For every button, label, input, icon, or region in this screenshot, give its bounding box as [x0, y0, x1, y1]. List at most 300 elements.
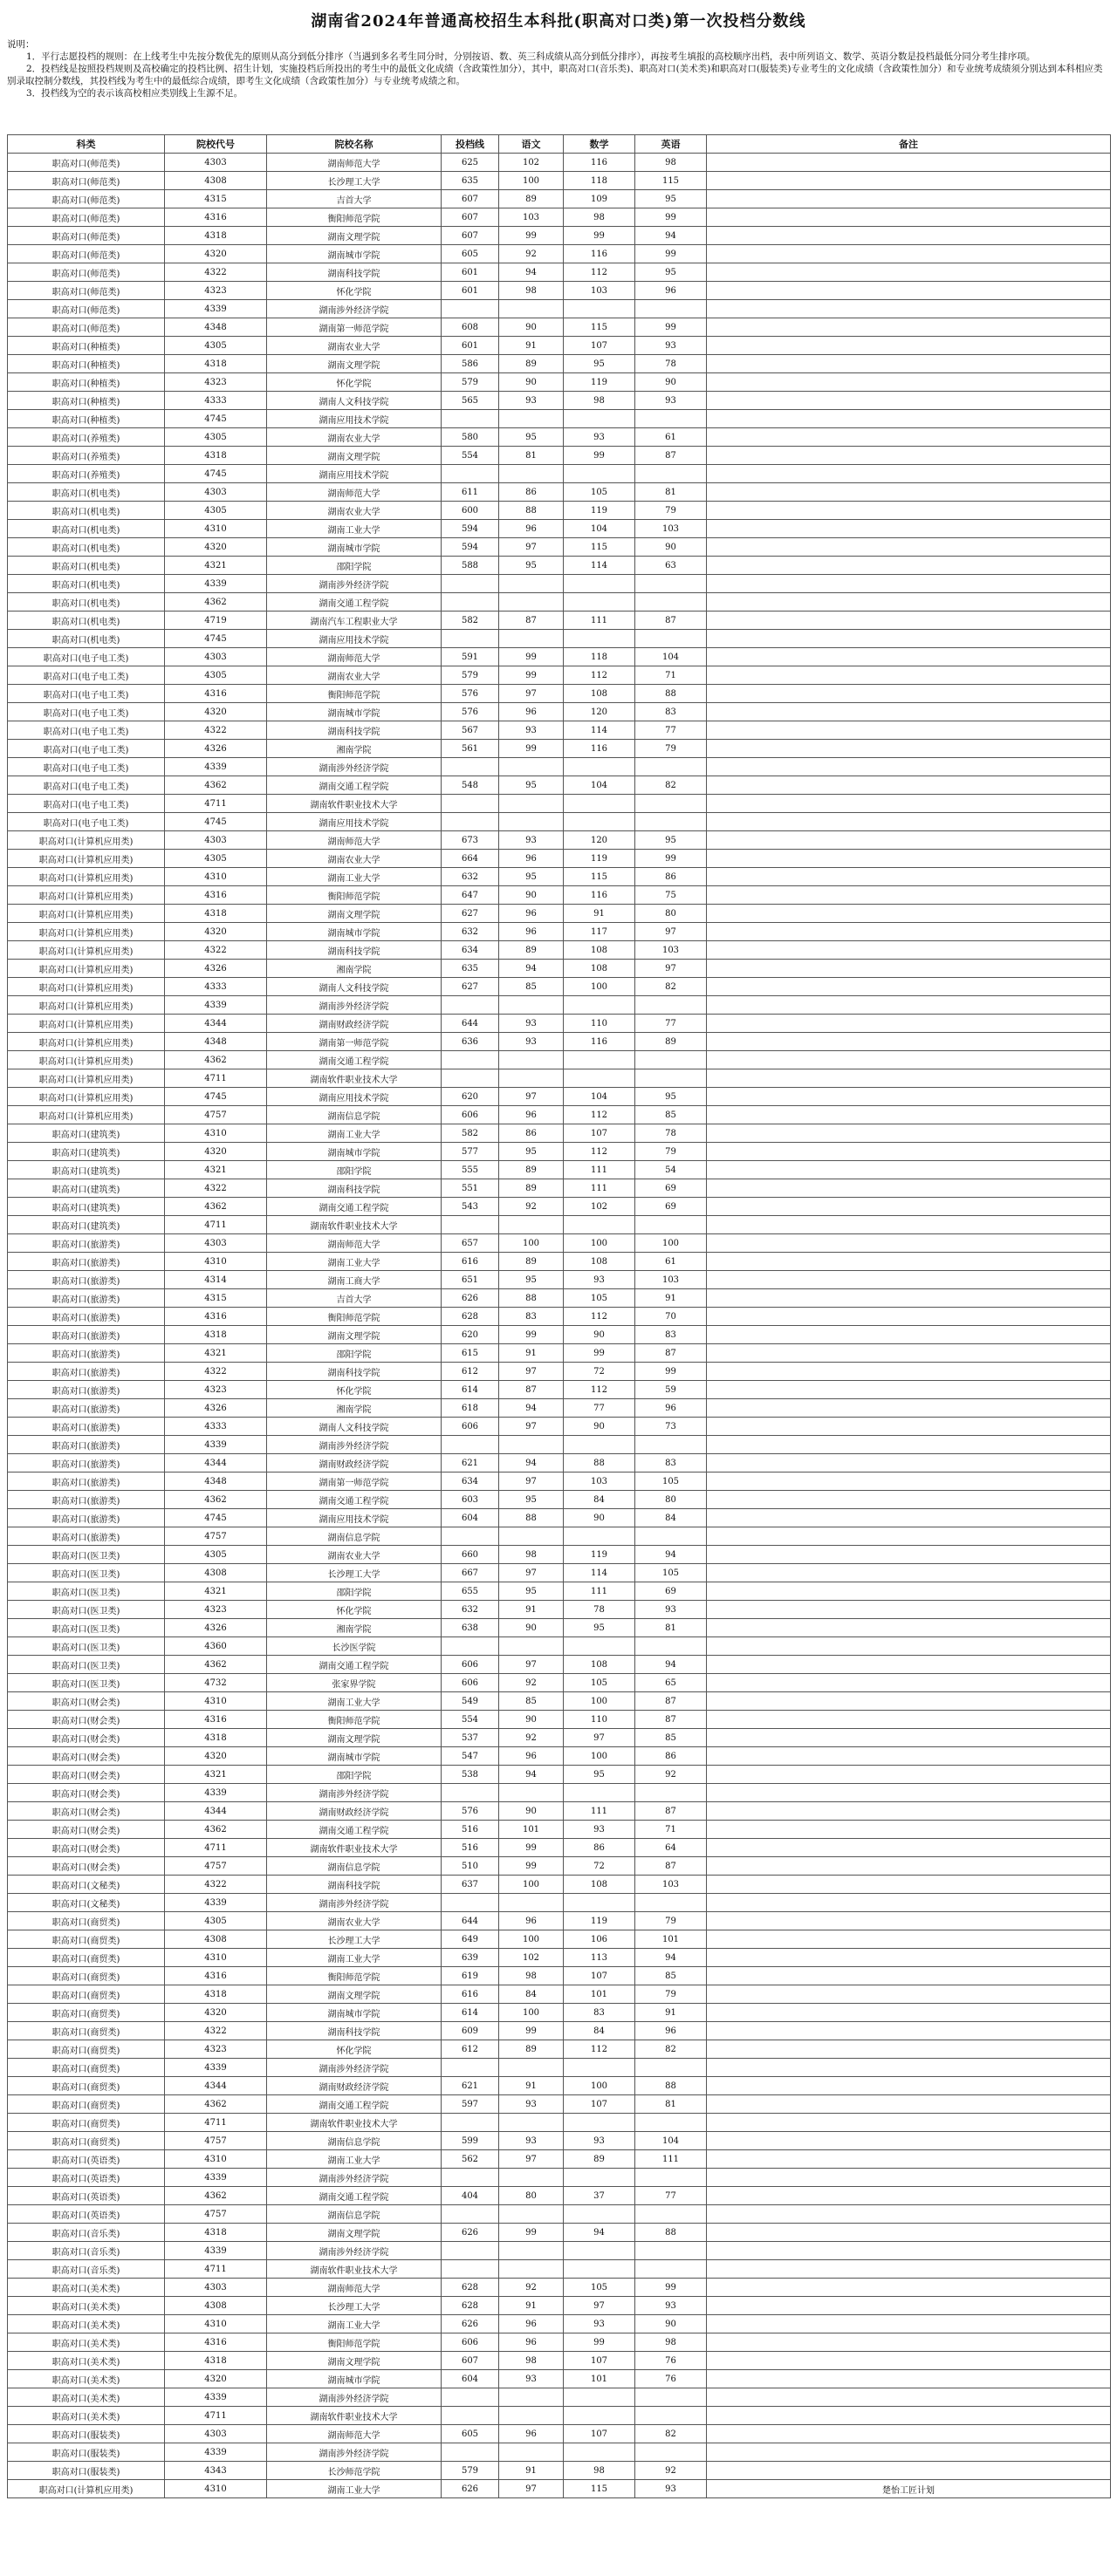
table-row [8, 355, 1111, 373]
english-cell: 59 [635, 1381, 707, 1399]
table-row [8, 941, 1111, 960]
school-code-cell: 4362 [165, 776, 267, 795]
english-cell: 95 [635, 263, 707, 282]
cutoff-cell [442, 996, 499, 1015]
math-cell: 116 [564, 740, 635, 758]
english-cell: 91 [635, 1289, 707, 1308]
chinese-cell: 99 [499, 1857, 564, 1876]
english-cell: 99 [635, 1363, 707, 1381]
school-code-cell: 4320 [165, 2370, 267, 2388]
school-code-cell: 4310 [165, 2315, 267, 2333]
remarks-cell [707, 2040, 1111, 2059]
cutoff-cell: 562 [442, 2150, 499, 2169]
cutoff-cell [442, 2260, 499, 2279]
remarks-cell [707, 1289, 1111, 1308]
school-name-cell: 湖南人文科技学院 [267, 1418, 442, 1436]
chinese-cell [499, 996, 564, 1015]
english-cell [635, 2205, 707, 2224]
school-code-cell: 4757 [165, 1106, 267, 1124]
category-cell: 职高对口(建筑类) [8, 1198, 165, 1216]
remarks-cell [707, 1527, 1111, 1546]
english-cell: 94 [635, 1656, 707, 1674]
school-code-cell: 4320 [165, 1747, 267, 1766]
table-row [8, 154, 1111, 172]
school-code-cell: 4323 [165, 373, 267, 392]
school-name-cell: 邵阳学院 [267, 1344, 442, 1363]
remarks-cell [707, 2260, 1111, 2279]
school-code-cell: 4745 [165, 1088, 267, 1106]
english-cell [635, 593, 707, 612]
table-row [8, 721, 1111, 740]
chinese-cell: 96 [499, 923, 564, 941]
math-cell: 99 [564, 2333, 635, 2352]
school-code-cell: 4323 [165, 2040, 267, 2059]
remarks-cell [707, 2279, 1111, 2297]
chinese-cell: 89 [499, 941, 564, 960]
math-cell: 112 [564, 263, 635, 282]
math-cell: 106 [564, 1930, 635, 1949]
table-row [8, 1234, 1111, 1253]
school-code-cell: 4711 [165, 1069, 267, 1088]
chinese-cell [499, 758, 564, 776]
english-cell [635, 1894, 707, 1912]
english-cell: 54 [635, 1161, 707, 1179]
remarks-cell [707, 1912, 1111, 1930]
math-cell: 112 [564, 1308, 635, 1326]
school-name-cell: 怀化学院 [267, 2040, 442, 2059]
english-cell: 77 [635, 1015, 707, 1033]
math-cell: 90 [564, 1509, 635, 1527]
english-cell [635, 300, 707, 318]
category-cell: 职高对口(商贸类) [8, 2114, 165, 2132]
school-code-cell: 4757 [165, 1857, 267, 1876]
chinese-cell: 90 [499, 1802, 564, 1821]
table-row [8, 2132, 1111, 2150]
score-table [7, 134, 1111, 2498]
school-name-cell: 衡阳师范学院 [267, 685, 442, 703]
table-row [8, 1363, 1111, 1381]
remarks-cell [707, 373, 1111, 392]
chinese-cell: 93 [499, 831, 564, 850]
category-cell: 职高对口(机电类) [8, 520, 165, 538]
math-cell [564, 2388, 635, 2407]
cutoff-cell: 621 [442, 1454, 499, 1472]
category-cell: 职高对口(师范类) [8, 300, 165, 318]
category-cell: 职高对口(旅游类) [8, 1363, 165, 1381]
remarks-cell [707, 1546, 1111, 1564]
remarks-cell [707, 263, 1111, 282]
school-name-cell: 湖南交通工程学院 [267, 593, 442, 612]
english-cell: 104 [635, 2132, 707, 2150]
math-cell: 108 [564, 1656, 635, 1674]
school-code-cell: 4318 [165, 227, 267, 245]
category-cell: 职高对口(种植类) [8, 410, 165, 428]
math-cell: 102 [564, 1198, 635, 1216]
english-cell: 99 [635, 208, 707, 227]
math-cell: 83 [564, 2004, 635, 2022]
english-cell: 98 [635, 154, 707, 172]
category-cell: 职高对口(医卫类) [8, 1637, 165, 1656]
school-name-cell: 衡阳师范学院 [267, 1308, 442, 1326]
category-cell: 职高对口(机电类) [8, 538, 165, 557]
chinese-cell: 97 [499, 685, 564, 703]
school-code-cell: 4348 [165, 1033, 267, 1051]
chinese-cell [499, 1527, 564, 1546]
school-code-cell: 4757 [165, 2132, 267, 2150]
category-cell: 职高对口(种植类) [8, 373, 165, 392]
school-name-cell: 湖南交通工程学院 [267, 1656, 442, 1674]
category-cell: 职高对口(机电类) [8, 502, 165, 520]
table-row [8, 1326, 1111, 1344]
category-cell: 职高对口(美术类) [8, 2388, 165, 2407]
cutoff-cell: 635 [442, 960, 499, 978]
chinese-cell [499, 2388, 564, 2407]
cutoff-cell [442, 758, 499, 776]
english-cell: 103 [635, 520, 707, 538]
remarks-cell [707, 300, 1111, 318]
math-cell: 107 [564, 1967, 635, 1985]
table-row [8, 1527, 1111, 1546]
english-cell: 83 [635, 1326, 707, 1344]
school-code-cell: 4326 [165, 740, 267, 758]
table-row [8, 2333, 1111, 2352]
school-code-cell: 4318 [165, 1985, 267, 2004]
category-cell: 职高对口(财会类) [8, 1802, 165, 1821]
school-name-cell: 衡阳师范学院 [267, 2333, 442, 2352]
cutoff-cell: 554 [442, 1711, 499, 1729]
school-code-cell: 4339 [165, 300, 267, 318]
chinese-cell: 94 [499, 960, 564, 978]
school-code-cell: 4323 [165, 1381, 267, 1399]
school-code-cell: 4343 [165, 2462, 267, 2480]
school-name-cell: 湖南应用技术学院 [267, 465, 442, 483]
category-cell: 职高对口(养殖类) [8, 465, 165, 483]
english-cell: 85 [635, 1729, 707, 1747]
chinese-cell: 86 [499, 483, 564, 502]
chinese-cell [499, 1894, 564, 1912]
english-cell: 99 [635, 318, 707, 337]
school-name-cell: 湖南交通工程学院 [267, 1821, 442, 1839]
cutoff-cell: 627 [442, 978, 499, 996]
school-name-cell: 吉首大学 [267, 1289, 442, 1308]
english-cell: 64 [635, 1839, 707, 1857]
school-code-cell: 4305 [165, 850, 267, 868]
school-name-cell: 湖南城市学院 [267, 1747, 442, 1766]
school-name-cell: 湖南软件职业技术大学 [267, 1216, 442, 1234]
school-name-cell: 湖南文理学院 [267, 227, 442, 245]
table-row [8, 538, 1111, 557]
chinese-cell: 92 [499, 2279, 564, 2297]
cutoff-cell: 605 [442, 2425, 499, 2443]
school-name-cell: 湖南城市学院 [267, 245, 442, 263]
table-row [8, 1418, 1111, 1436]
category-cell: 职高对口(建筑类) [8, 1143, 165, 1161]
note-item: 1．平行志愿投档的规则：在上线考生中先按分数优先的原则从高分到低分排序（当遇到多名考生同分时，分别按语、数、英三科成绩从高分到低分排序），再按考生填报的高校顺序出档，表中所列语文、数学、英语分数是投档最低分同分考生排序项。 [26, 51, 1036, 62]
cutoff-cell: 660 [442, 1546, 499, 1564]
chinese-cell: 95 [499, 776, 564, 795]
table-row [8, 2077, 1111, 2095]
category-cell: 职高对口(计算机应用类) [8, 1088, 165, 1106]
school-name-cell: 湖南信息学院 [267, 1527, 442, 1546]
chinese-cell: 87 [499, 612, 564, 630]
math-cell [564, 410, 635, 428]
remarks-cell [707, 1857, 1111, 1876]
chinese-cell: 92 [499, 245, 564, 263]
school-name-cell: 长沙师范学院 [267, 2462, 442, 2480]
cutoff-cell [442, 795, 499, 813]
category-cell: 职高对口(师范类) [8, 227, 165, 245]
category-cell: 职高对口(机电类) [8, 630, 165, 648]
english-cell: 99 [635, 850, 707, 868]
remarks-cell [707, 2150, 1111, 2169]
school-code-cell: 4315 [165, 190, 267, 208]
school-code-cell: 4333 [165, 392, 267, 410]
school-name-cell: 湘南学院 [267, 1399, 442, 1418]
cutoff-cell [442, 1784, 499, 1802]
table-row [8, 795, 1111, 813]
cutoff-cell: 627 [442, 905, 499, 923]
english-cell [635, 1436, 707, 1454]
cutoff-cell: 616 [442, 1985, 499, 2004]
school-code-cell: 4757 [165, 2205, 267, 2224]
category-cell: 职高对口(旅游类) [8, 1418, 165, 1436]
english-cell: 94 [635, 227, 707, 245]
chinese-cell [499, 410, 564, 428]
school-name-cell: 湖南城市学院 [267, 2004, 442, 2022]
english-cell: 89 [635, 1033, 707, 1051]
chinese-cell: 95 [499, 1271, 564, 1289]
math-cell [564, 2407, 635, 2425]
chinese-cell: 88 [499, 1509, 564, 1527]
chinese-cell: 98 [499, 1967, 564, 1985]
english-cell: 86 [635, 1747, 707, 1766]
category-cell: 职高对口(师范类) [8, 245, 165, 263]
school-name-cell: 长沙医学院 [267, 1637, 442, 1656]
table-row [8, 2022, 1111, 2040]
cutoff-cell [442, 2205, 499, 2224]
chinese-cell: 101 [499, 1821, 564, 1839]
school-code-cell: 4362 [165, 2187, 267, 2205]
english-cell: 77 [635, 721, 707, 740]
table-row [8, 1308, 1111, 1326]
school-name-cell: 湖南财政经济学院 [267, 1015, 442, 1033]
chinese-cell: 100 [499, 1234, 564, 1253]
category-cell: 职高对口(财会类) [8, 1784, 165, 1802]
school-code-cell: 4322 [165, 263, 267, 282]
math-cell: 94 [564, 2224, 635, 2242]
category-cell: 职高对口(旅游类) [8, 1271, 165, 1289]
english-cell: 79 [635, 740, 707, 758]
school-name-cell: 湖南软件职业技术大学 [267, 1839, 442, 1857]
table-row [8, 428, 1111, 447]
chinese-cell [499, 2059, 564, 2077]
math-cell: 104 [564, 776, 635, 795]
school-name-cell: 湖南涉外经济学院 [267, 2169, 442, 2187]
cutoff-cell: 576 [442, 685, 499, 703]
chinese-cell: 93 [499, 392, 564, 410]
remarks-cell [707, 557, 1111, 575]
table-row [8, 1124, 1111, 1143]
school-name-cell: 湖南涉外经济学院 [267, 300, 442, 318]
remarks-cell [707, 2004, 1111, 2022]
category-cell: 职高对口(师范类) [8, 154, 165, 172]
remarks-cell [707, 1784, 1111, 1802]
chinese-cell: 93 [499, 1033, 564, 1051]
school-name-cell: 湖南应用技术学院 [267, 630, 442, 648]
cutoff-cell: 620 [442, 1326, 499, 1344]
remarks-cell [707, 1729, 1111, 1747]
school-code-cell: 4318 [165, 905, 267, 923]
school-name-cell: 衡阳师范学院 [267, 1967, 442, 1985]
cutoff-cell: 604 [442, 2370, 499, 2388]
school-code-cell: 4745 [165, 410, 267, 428]
cutoff-cell: 657 [442, 1234, 499, 1253]
english-cell: 85 [635, 1106, 707, 1124]
chinese-cell: 85 [499, 1692, 564, 1711]
cutoff-cell [442, 593, 499, 612]
chinese-cell: 89 [499, 2040, 564, 2059]
math-cell: 104 [564, 520, 635, 538]
chinese-cell: 100 [499, 1876, 564, 1894]
remarks-cell [707, 2224, 1111, 2242]
table-row [8, 758, 1111, 776]
school-code-cell: 4339 [165, 1784, 267, 1802]
cutoff-cell: 634 [442, 1472, 499, 1491]
school-code-cell: 4339 [165, 758, 267, 776]
english-cell: 82 [635, 978, 707, 996]
category-cell: 职高对口(服装类) [8, 2462, 165, 2480]
cutoff-cell: 591 [442, 648, 499, 666]
school-name-cell: 长沙理工大学 [267, 1930, 442, 1949]
cutoff-cell: 404 [442, 2187, 499, 2205]
chinese-cell [499, 1436, 564, 1454]
math-cell: 93 [564, 1271, 635, 1289]
chinese-cell: 94 [499, 1454, 564, 1472]
category-cell: 职高对口(美术类) [8, 2315, 165, 2333]
cutoff-cell [442, 410, 499, 428]
school-name-cell: 湖南财政经济学院 [267, 2077, 442, 2095]
school-name-cell: 湖南信息学院 [267, 2205, 442, 2224]
school-code-cell: 4322 [165, 721, 267, 740]
english-cell: 75 [635, 886, 707, 905]
school-name-cell: 湖南工业大学 [267, 2480, 442, 2498]
cutoff-cell: 626 [442, 2224, 499, 2242]
table-row [8, 960, 1111, 978]
category-cell: 职高对口(文秘类) [8, 1876, 165, 1894]
school-name-cell: 湖南文理学院 [267, 1326, 442, 1344]
remarks-cell [707, 1326, 1111, 1344]
table-row [8, 1692, 1111, 1711]
school-code-cell: 4711 [165, 1839, 267, 1857]
school-code-cell: 4305 [165, 428, 267, 447]
remarks-cell [707, 1253, 1111, 1271]
table-row [8, 1198, 1111, 1216]
school-name-cell: 湖南城市学院 [267, 703, 442, 721]
cutoff-cell [442, 1637, 499, 1656]
math-cell [564, 1894, 635, 1912]
school-name-cell: 湖南工业大学 [267, 1124, 442, 1143]
chinese-cell: 91 [499, 1344, 564, 1363]
school-name-cell: 湖南师范大学 [267, 154, 442, 172]
table-row [8, 2407, 1111, 2425]
table-row [8, 1766, 1111, 1784]
cutoff-cell: 649 [442, 1930, 499, 1949]
category-cell: 职高对口(计算机应用类) [8, 831, 165, 850]
english-cell: 111 [635, 2150, 707, 2169]
cutoff-cell [442, 1436, 499, 1454]
school-name-cell: 湖南第一师范学院 [267, 1472, 442, 1491]
cutoff-cell: 537 [442, 1729, 499, 1747]
school-name-cell: 湖南科技学院 [267, 1363, 442, 1381]
table-row [8, 740, 1111, 758]
math-cell: 110 [564, 1015, 635, 1033]
chinese-cell: 100 [499, 172, 564, 190]
cutoff-cell: 594 [442, 520, 499, 538]
remarks-cell: 楚怡工匠计划 [707, 2480, 1111, 2498]
chinese-cell: 100 [499, 1930, 564, 1949]
english-cell: 95 [635, 831, 707, 850]
school-code-cell: 4310 [165, 2150, 267, 2169]
chinese-cell [499, 593, 564, 612]
school-code-cell: 4308 [165, 2297, 267, 2315]
remarks-cell [707, 905, 1111, 923]
table-row [8, 1069, 1111, 1088]
school-name-cell: 湖南软件职业技术大学 [267, 2260, 442, 2279]
table-row [8, 1802, 1111, 1821]
chinese-cell: 97 [499, 1472, 564, 1491]
cutoff-cell: 607 [442, 2352, 499, 2370]
english-cell: 98 [635, 2333, 707, 2352]
category-cell: 职高对口(音乐类) [8, 2224, 165, 2242]
math-cell: 119 [564, 850, 635, 868]
chinese-cell: 80 [499, 2187, 564, 2205]
category-cell: 职高对口(旅游类) [8, 1326, 165, 1344]
english-cell: 104 [635, 648, 707, 666]
math-cell: 116 [564, 154, 635, 172]
school-name-cell: 湖南城市学院 [267, 923, 442, 941]
math-cell [564, 1216, 635, 1234]
chinese-cell: 96 [499, 850, 564, 868]
school-code-cell: 4303 [165, 2279, 267, 2297]
table-row [8, 2370, 1111, 2388]
chinese-cell: 96 [499, 520, 564, 538]
school-name-cell: 湖南财政经济学院 [267, 1802, 442, 1821]
table-row [8, 1271, 1111, 1289]
math-cell: 118 [564, 172, 635, 190]
header-chinese: 语文 [499, 135, 564, 154]
school-name-cell: 湖南科技学院 [267, 1179, 442, 1198]
remarks-cell [707, 1106, 1111, 1124]
table-row [8, 1143, 1111, 1161]
cutoff-cell [442, 1894, 499, 1912]
english-cell: 81 [635, 483, 707, 502]
category-cell: 职高对口(旅游类) [8, 1289, 165, 1308]
table-row [8, 300, 1111, 318]
category-cell: 职高对口(商贸类) [8, 1930, 165, 1949]
math-cell: 107 [564, 337, 635, 355]
math-cell [564, 1069, 635, 1088]
table-body [8, 154, 1111, 2498]
remarks-cell [707, 575, 1111, 593]
category-cell: 职高对口(旅游类) [8, 1454, 165, 1472]
school-name-cell: 湖南工业大学 [267, 2150, 442, 2169]
chinese-cell [499, 465, 564, 483]
table-row [8, 2352, 1111, 2370]
school-code-cell: 4362 [165, 1821, 267, 1839]
school-code-cell: 4305 [165, 1912, 267, 1930]
category-cell: 职高对口(电子电工类) [8, 758, 165, 776]
math-cell: 89 [564, 2150, 635, 2169]
